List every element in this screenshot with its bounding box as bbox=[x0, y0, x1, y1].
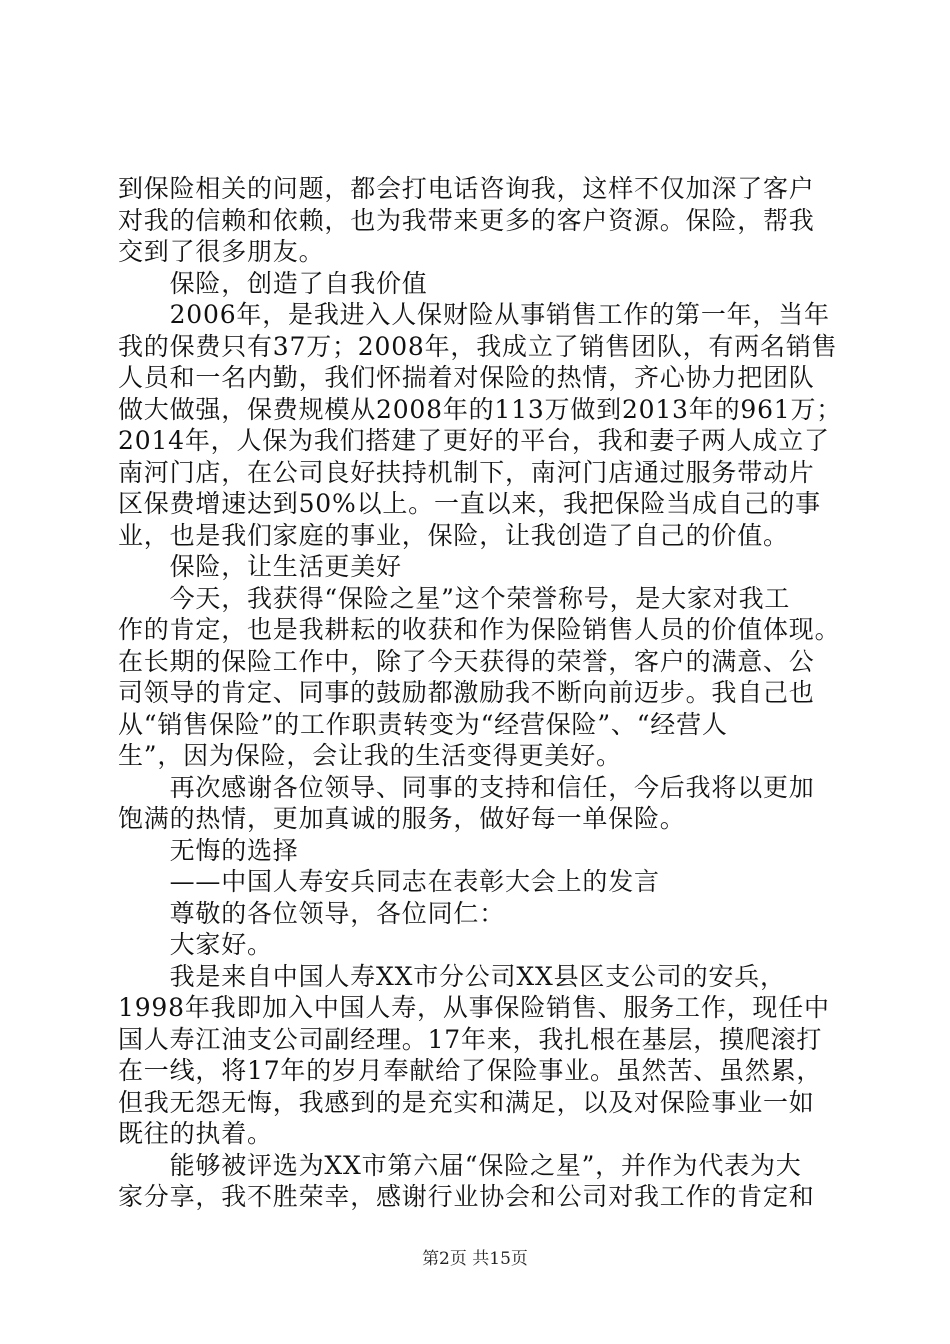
text-line: 到保险相关的问题，都会打电话咨询我，这样不仅加深了客户 bbox=[118, 174, 815, 203]
text-line: 1998年我即加入中国人寿，从事保险销售、服务工作，现任中 bbox=[118, 993, 830, 1022]
text-line: 2006年，是我进入人保财险从事销售工作的第一年，当年 bbox=[118, 300, 830, 329]
text-line: 生”，因为保险，会让我的生活变得更美好。 bbox=[118, 741, 622, 770]
text-line: 国人寿江油支公司副经理。17年来，我扎根在基层，摸爬滚打 bbox=[118, 1024, 823, 1054]
text-line: 在长期的保险工作中，除了今天获得的荣誉，客户的满意、公 bbox=[118, 646, 815, 676]
text-line: 对我的信赖和依赖，也为我带来更多的客户资源。保险，帮我 bbox=[118, 205, 815, 235]
document-body bbox=[118, 173, 843, 1213]
text-line: 做大做强，保费规模从2008年的113万做到2013年的961万； bbox=[118, 394, 843, 424]
text-line: 2014年，人保为我们搭建了更好的平台，我和妻子两人成立了 bbox=[118, 426, 830, 455]
text-line: 我的保费只有37万；2008年，我成立了销售团队，有两名销售 bbox=[118, 331, 838, 361]
text-line: 今天，我获得“保险之星”这个荣誉称号，是大家对我工 bbox=[118, 583, 791, 613]
section-heading: 保险，让生活更美好 bbox=[118, 552, 402, 581]
page-number-footer: 第2页 共15页 bbox=[422, 1249, 528, 1269]
text-line: 既往的执着。 bbox=[118, 1119, 273, 1148]
text-line: 家分享，我不胜荣幸，感谢行业协会和公司对我工作的肯定和 bbox=[118, 1182, 815, 1211]
text-line: 司领导的肯定、同事的鼓励都激励我不断向前迈步。我自己也 bbox=[118, 678, 815, 707]
text-line: 作的肯定，也是我耕耘的收获和作为保险销售人员的价值体现。 bbox=[118, 615, 841, 644]
text-line: 从“销售保险”的工作职责转变为“经营保险”、“经营人 bbox=[118, 709, 728, 739]
text-line: 业，也是我们家庭的事业，保险，让我创造了自己的价值。 bbox=[118, 520, 789, 550]
text-line: 区保费增速达到50%以上。一直以来，我把保险当成自己的事 bbox=[118, 489, 821, 518]
greeting: 大家好。 bbox=[118, 930, 273, 959]
text-line: 人员和一名内勤，我们怀揣着对保险的热情，齐心协力把团队 bbox=[118, 363, 815, 392]
text-line: 再次感谢各位领导、同事的支持和信任，今后我将以更加 bbox=[118, 772, 815, 802]
speech-title: 无悔的选择 bbox=[118, 835, 299, 865]
speech-subtitle: ——中国人寿安兵同志在表彰大会上的发言 bbox=[118, 867, 660, 896]
text-line: 在一线，将17年的岁月奉献给了保险事业。虽然苦、虽然累， bbox=[118, 1056, 823, 1085]
section-heading: 保险，创造了自我价值 bbox=[118, 268, 428, 298]
text-line: 但我无怨无悔，我感到的是充实和满足，以及对保险事业一如 bbox=[118, 1087, 815, 1117]
text-line: 能够被评选为XX市第六届“保险之星”，并作为代表为大 bbox=[118, 1150, 802, 1180]
text-line: 我是来自中国人寿XX市分公司XX县区支公司的安兵， bbox=[118, 961, 786, 991]
text-line: 南河门店，在公司良好扶持机制下，南河门店通过服务带动片 bbox=[118, 457, 815, 487]
text-line: 交到了很多朋友。 bbox=[118, 237, 325, 266]
salutation: 尊敬的各位领导，各位同仁： bbox=[118, 898, 506, 928]
text-line: 饱满的热情，更加真诚的服务，做好每一单保险。 bbox=[118, 804, 686, 833]
